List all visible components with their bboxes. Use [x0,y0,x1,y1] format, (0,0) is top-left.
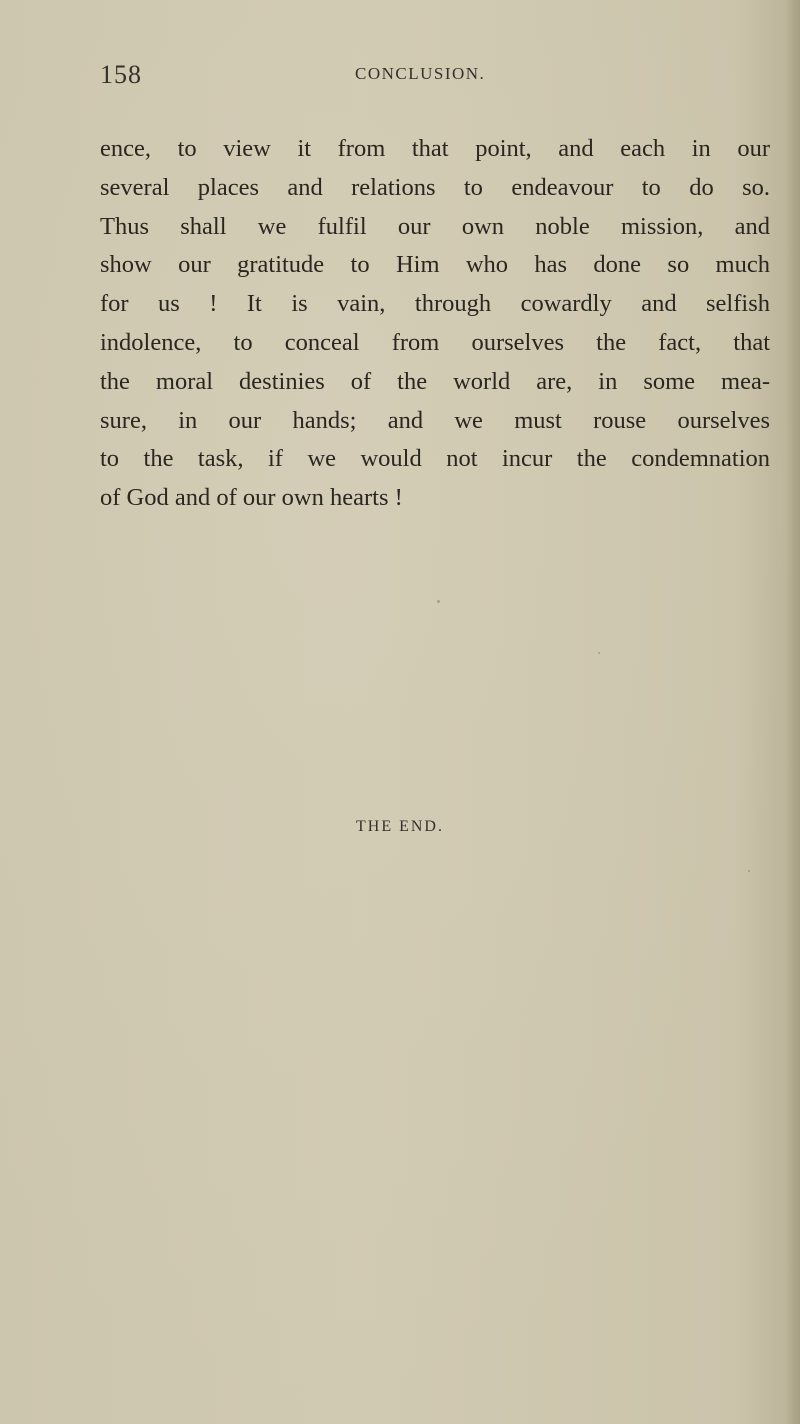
paper-speck [437,600,440,603]
text-line: Thus shall we fulfil our own noble mission, and [100,212,770,240]
text-line: indolence, to conceal from ourselves the fact, that [100,328,770,356]
page-edge-shadow [786,0,800,1424]
text-line: ence, to view it from that point, and each in our [100,135,770,162]
text-line: to the task, if we would not incur the condemnation [100,445,770,473]
text-line: of God and of our own hearts ! [100,484,403,512]
text-line: sure, in our hands; and we must rouse ourselves [100,406,770,434]
text-line: show our gratitude to Him who has done so much [100,251,770,279]
page-number: 158 [100,60,142,89]
body-paragraph [100,130,770,518]
text-line: the moral destinies of the world are, in some mea- [100,367,770,395]
running-head: CONCLUSION. [355,64,486,83]
paper-speck [748,870,750,872]
text-line: for us ! It is vain, through cowardly and selfish [100,290,770,318]
text-line: several places and relations to endeavour to do so. [100,173,770,201]
the-end-label: THE END. [356,818,444,835]
paper-speck [598,652,600,654]
